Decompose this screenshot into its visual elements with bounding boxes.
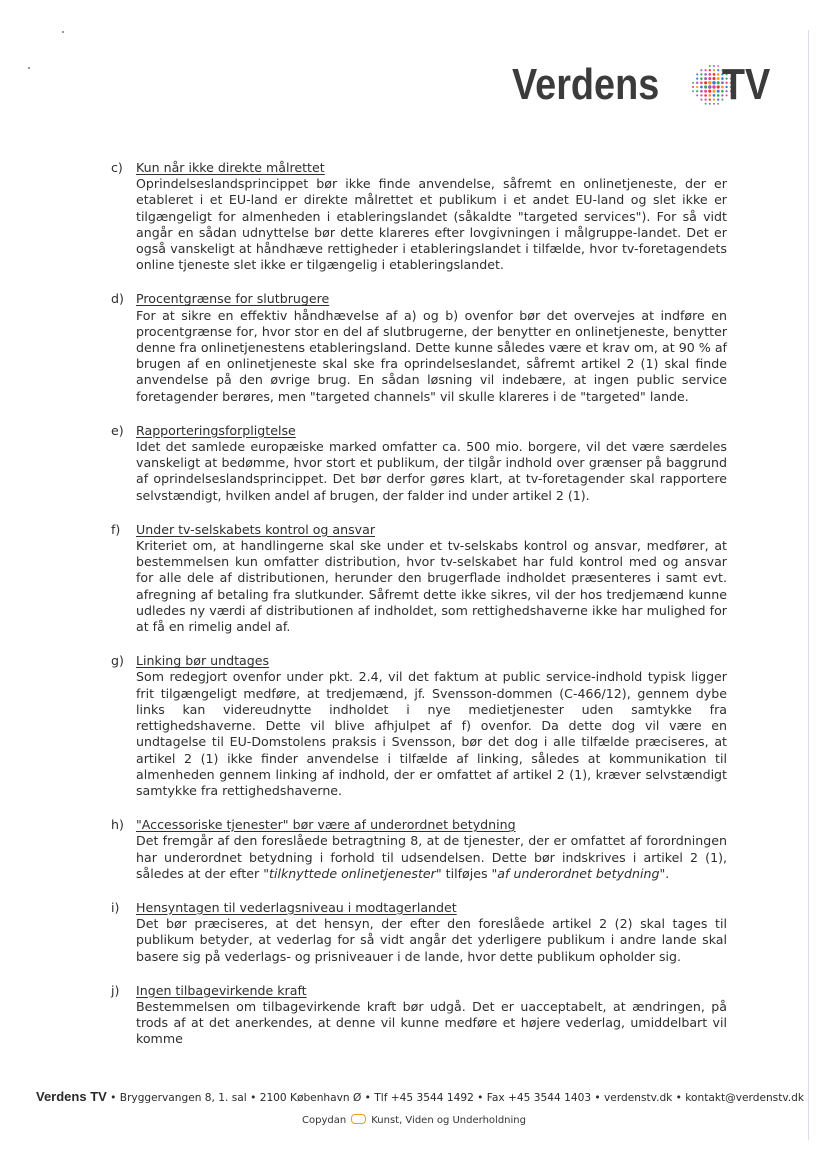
- document-body: [111, 160, 727, 1066]
- globe-dot: [708, 77, 711, 80]
- scan-speck: [28, 67, 30, 69]
- globe-dot: [700, 86, 703, 89]
- section-text: Idet det samlede europæiske marked omfatter ca. 500 mio. borgere, vil det være særdeles vanskeligt at bedømme, hvor stort et publikum, der tilgår indhold over grænser på baggrund af oprindelseslandsprincippet. Det bør derfor gøres klart, at tv-foretagender skal rapportere selvstændigt, hvilken andel af brugen, der falder ind under artikel 2 (1).: [136, 439, 727, 503]
- copydan-line: [0, 1115, 828, 1126]
- globe-dot: [696, 78, 698, 80]
- globe-dot: [708, 94, 711, 97]
- section-text: Som redegjort ovenfor under pkt. 2.4, vil det faktum at public service-indhold typisk ligger frit tilgængeligt medføre, at tredjemænd, jf. Svensson-dommen (C-466/12), gennem dybe links kan videreudnytte indholdet i nye medietjenester uden samtykke fra rettighedshaverne. Dette vil blive afhjulpet af f) ovenfor. Da dette dog vil være en undtagelse til EU-Domstolens praksis i Svensson, bør det dog i alle tilfælde præciseres, at artikel 2 (1) ikke finder anvendelse i tilfælde af linking, således at kommunikation til almenheden gennem linking af indhold, der er omfattet af artikel 2 (1), kræver selvstændigt samtykke fra rettighedshaverne.: [136, 669, 727, 798]
- globe-dot: [717, 65, 719, 67]
- logo-word-left: Verdens: [512, 60, 660, 109]
- section-heading: Kun når ikke direkte målrettet: [136, 160, 325, 175]
- globe-dot: [712, 90, 715, 93]
- section-heading: Rapporteringsforpligtelse: [136, 422, 296, 438]
- globe-dot: [713, 65, 715, 67]
- verdens-tv-logo: [512, 60, 770, 110]
- globe-dot: [704, 73, 707, 76]
- globe-dot: [717, 69, 719, 71]
- globe-dot: [708, 90, 711, 93]
- globe-dot: [717, 73, 720, 76]
- text-run: .: [665, 865, 670, 881]
- globe-dot: [717, 77, 720, 80]
- section-letter: j): [111, 982, 120, 998]
- globe-dot: [713, 103, 715, 105]
- section-heading: Procentgrænse for slutbrugere: [136, 291, 330, 307]
- globe-dot: [709, 69, 711, 71]
- section-letter: g): [111, 653, 124, 669]
- section-heading: Ingen tilbagevirkende kraft: [136, 982, 307, 998]
- globe-dot: [713, 94, 716, 97]
- copydan-tagline: Kunst, Viden og Underholdning: [371, 1115, 526, 1126]
- globe-dot: [709, 65, 711, 67]
- globe-dot: [696, 82, 698, 84]
- section-text: Kriteriet om, at handlingerne skal ske under et tv-selskabs kontrol og ansvar, medfører, at bestemmelsen kun omfatter distribution, hvor tv-selskabet har fuld kontrol med og ansvar for alle dele af distributionen, herunder den brugerflade indholdet præsenteres i samt evt. afregning af betaling fra slutkunder. Såfremt dette ikke sikres, vil der hos tredjemænd kunne udledes ny værdi af distributionen af indholdet, som rettighedshaverne ikke har mulighed for at få en rimelig andel af.: [136, 538, 727, 635]
- text-run: Det fremgår af den foreslåede betragtning 8, at de tjenester, der er omfattet af forordningen har underordnet betydning i forhold til udsendelsen. Dette bør indskrives i artikel 2 (1), således at der efter: [136, 833, 727, 881]
- logo-word-right: TV: [721, 60, 770, 109]
- globe-dot: [713, 73, 716, 76]
- globe-dot: [712, 77, 715, 80]
- globe-dot: [700, 90, 703, 93]
- section-i: [111, 900, 727, 965]
- page-edge-line: [808, 30, 809, 1140]
- section-text: Oprindelseslandsprincippet bør ikke finde anvendelse, såfremt en onlinetjeneste, der er etableret i et EU-land er direkte målrettet et publikum i et andet EU-land og slet ikke er tilgængeligt for almenheden i etableringslandet (såkaldte "targeted services"). For så vidt angår en sådan udnyttelse bør dette klareres efter lovgivningen i målgruppe-landet. Det er også vanskeligt at håndhæve rettigheder i etableringslandet i tilfælde, hvor tv-foretagendets online tjeneste slet ikke er tilgængelig i etableringslandet.: [136, 176, 727, 273]
- globe-dot: [713, 69, 715, 71]
- section-text: Bestemmelsen om tilbagevirkende kraft bør udgå. Det er uacceptabelt, at ændringen, på trods af at det anerkendes, at denne vil kunne medføre et højere vederlag, umiddelbart vil komme: [136, 998, 727, 1047]
- globe-dot: [696, 94, 698, 96]
- section-d: [111, 291, 727, 404]
- footer-contact-line: [36, 1089, 805, 1105]
- globe-dot: [700, 69, 702, 71]
- section-letter: e): [111, 422, 124, 438]
- section-letter: h): [111, 817, 124, 833]
- globe-dot: [704, 85, 707, 88]
- section-text: For at sikre en effektiv håndhævelse af a) og b) ovenfor bør det overvejes at indføre en procentgrænse for, hvor stor en del af slutbrugerne, der benytter en onlinetjeneste, benytter denne fra onlinetjenestens etableringsland. Dette kunne således være et krav om, at 90 % af brugen af en onlinetjeneste skal ske fra oprindelseslandet, såfremt artikel 2 (1) skal finde anvendelse på den øvrige brug. En sådan løsning vil indebære, at ingen public service foretagender berøres, men "targeted channels" vil skulle klareres i de "targeted" lande.: [136, 307, 727, 404]
- globe-dot: [705, 103, 707, 105]
- globe-dot: [705, 69, 707, 71]
- globe-dot: [708, 85, 712, 89]
- globe-dot: [692, 82, 694, 84]
- section-e: [111, 423, 727, 504]
- globe-dot: [709, 98, 711, 100]
- globe-dot: [704, 81, 707, 84]
- italic-quote: "tilknyttede onlinetjenester": [263, 865, 442, 881]
- globe-dot: [700, 99, 702, 101]
- section-c: [111, 160, 727, 273]
- globe-dot: [713, 98, 715, 100]
- globe-dot: [696, 90, 698, 92]
- section-heading: Hensyntagen til vederlagsniveau i modtagerlandet: [136, 899, 457, 915]
- globe-dot: [692, 90, 694, 92]
- section-g: [111, 653, 727, 799]
- globe-dot: [717, 90, 720, 93]
- globe-dot: [704, 98, 706, 100]
- globe-dot: [709, 103, 711, 105]
- copydan-logo-icon: [351, 1114, 366, 1124]
- section-letter: d): [111, 291, 124, 307]
- globe-dot: [712, 85, 716, 89]
- section-letter: c): [111, 160, 123, 175]
- section-text: [136, 833, 727, 882]
- footer-address: • Bryggervangen 8, 1. sal • 2100 København Ø • Tlf +45 3544 1492 • Fax +45 3544 1403 • verdenstv.dk • kontakt@verdenstv.dk: [106, 1092, 805, 1104]
- globe-dot: [692, 86, 694, 88]
- italic-quote: "af underordnet betydning": [491, 865, 666, 881]
- globe-dot: [704, 77, 707, 80]
- section-heading: "Accessoriske tjenester" bør være af underordnet betydning: [136, 817, 516, 833]
- section-f: [111, 522, 727, 635]
- section-j: [111, 983, 727, 1048]
- globe-dot: [700, 77, 703, 80]
- section-heading: Under tv-selskabets kontrol og ansvar: [136, 521, 376, 537]
- globe-dot: [708, 81, 711, 84]
- footer-brand: Verdens TV: [36, 1089, 107, 1104]
- copydan-label: Copydan: [302, 1115, 347, 1126]
- globe-dot: [717, 85, 720, 88]
- globe-dot: [700, 94, 702, 96]
- globe-dot: [696, 86, 698, 88]
- text-run: tilføjes: [441, 865, 492, 881]
- globe-dot: [700, 73, 702, 75]
- globe-dot: [704, 90, 707, 93]
- globe-dot: [708, 73, 711, 76]
- section-heading: Linking bør undtages: [136, 653, 270, 669]
- globe-dot: [704, 94, 707, 97]
- scan-speck: [62, 31, 64, 33]
- section-text: Det bør præciseres, at det hensyn, der efter den foreslåede artikel 2 (2) skal tages til publikum betyder, at vederlag for så vidt angår det yderligere publikum i andre lande skal basere sig på vederlags- og prisniveauer i de lande, hvor dette publikum opholder sig.: [136, 916, 727, 964]
- section-h: [111, 817, 727, 882]
- section-letter: i): [111, 899, 120, 915]
- globe-dot: [717, 98, 719, 100]
- section-letter: f): [111, 521, 121, 537]
- globe-dot: [712, 81, 716, 85]
- globe-dot: [696, 73, 698, 75]
- globe-dot: [717, 81, 720, 84]
- globe-dot: [717, 103, 719, 105]
- globe-dot: [717, 94, 720, 97]
- globe-dot: [700, 81, 703, 84]
